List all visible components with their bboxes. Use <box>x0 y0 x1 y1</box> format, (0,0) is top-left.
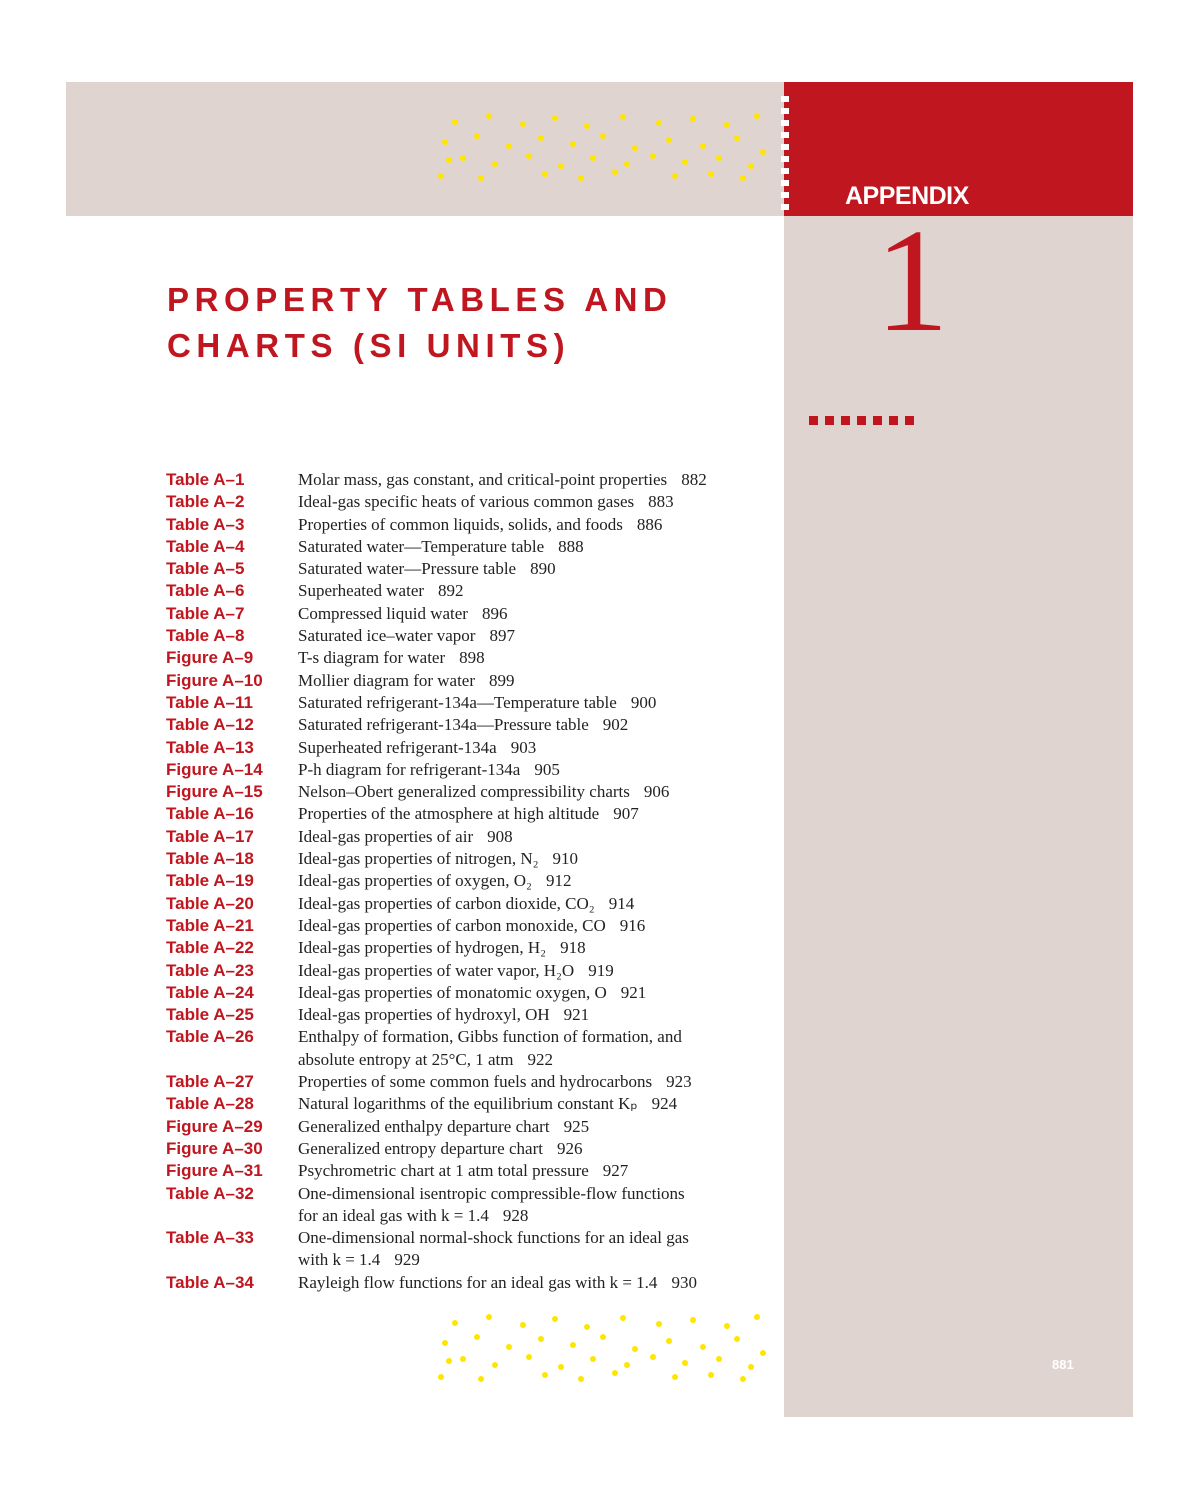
toc-item-page: 919 <box>588 960 614 980</box>
yellow-dot <box>584 123 590 129</box>
yellow-dot <box>506 143 512 149</box>
toc-item-page: 928 <box>502 1205 529 1225</box>
toc-item-description <box>298 1183 776 1228</box>
toc-item-text: Ideal-gas properties of hydroxyl, OH <box>298 1005 550 1025</box>
toc-item-label: Figure A–9 <box>166 648 254 668</box>
toc-item-description <box>298 803 776 825</box>
toc-row <box>166 1004 776 1026</box>
toc-item-text: Saturated refrigerant-134a—Pressure table <box>298 715 589 735</box>
yellow-dot <box>446 157 452 163</box>
toc-row <box>166 803 776 825</box>
toc-item-text: Natural logarithms of the equilibrium constant Kₚ <box>298 1094 638 1114</box>
toc-item-text: Nelson–Obert generalized compressibility charts <box>298 782 630 802</box>
toc-item-page: 905 <box>534 759 560 779</box>
toc-item-text: Mollier diagram for water <box>298 670 476 690</box>
yellow-dot <box>438 173 444 179</box>
yellow-dot <box>700 1344 706 1350</box>
toc-item-description <box>298 692 776 714</box>
toc-item-page: 886 <box>636 514 663 534</box>
toc-item-label: Table A–3 <box>166 514 245 534</box>
yellow-dot <box>570 141 576 147</box>
toc-item-description <box>298 870 776 892</box>
toc-item-text: Properties of the atmosphere at high altitude <box>298 804 600 824</box>
toc-item-label: Table A–26 <box>166 1027 254 1047</box>
toc-item-page: 924 <box>651 1094 678 1114</box>
yellow-dot <box>620 1315 626 1321</box>
toc-item-label: Figure A–15 <box>166 782 263 802</box>
toc-item-page: 910 <box>552 849 579 869</box>
yellow-dot <box>538 135 544 141</box>
yellow-dot <box>442 1340 448 1346</box>
toc-row <box>166 870 776 892</box>
toc-item-description <box>298 1138 776 1160</box>
toc-item-label: Table A–20 <box>166 893 254 913</box>
toc-row <box>166 692 776 714</box>
toc-item-description <box>298 558 776 580</box>
yellow-dot <box>624 161 630 167</box>
toc-row <box>166 848 776 870</box>
toc-item-label: Table A–16 <box>166 804 254 824</box>
toc-item-text: Generalized enthalpy departure chart <box>298 1116 550 1136</box>
toc-item-label: Table A–34 <box>166 1272 254 1292</box>
title-line-1: PROPERTY TABLES AND <box>167 281 673 318</box>
yellow-dot <box>584 1324 590 1330</box>
toc-item-text: Ideal-gas properties of oxygen, O₂ <box>298 871 532 891</box>
toc-row <box>166 625 776 647</box>
toc-item-text: Rayleigh flow functions for an ideal gas with k = 1.4 <box>298 1272 658 1292</box>
toc-item-page: 908 <box>487 826 513 846</box>
toc-item-description <box>298 1071 776 1093</box>
toc-item-label: Table A–5 <box>166 559 245 579</box>
toc-item-label: Figure A–10 <box>166 670 263 690</box>
yellow-dot <box>620 114 626 120</box>
toc-item-text: Ideal-gas properties of hydrogen, H₂ <box>298 938 547 958</box>
yellow-dot <box>542 1372 548 1378</box>
toc-item-description <box>298 514 776 536</box>
toc-item-label: Figure A–31 <box>166 1161 263 1181</box>
toc-item-text: Ideal-gas properties of water vapor, H₂O <box>298 960 575 980</box>
yellow-dot <box>478 1376 484 1382</box>
toc-item-label: Figure A–29 <box>166 1116 263 1136</box>
yellow-dot <box>754 113 760 119</box>
toc-item-label: Table A–12 <box>166 715 254 735</box>
yellow-dot <box>760 149 766 155</box>
yellow-dot <box>740 1376 746 1382</box>
toc-item-page: 926 <box>556 1138 583 1158</box>
yellow-dot <box>438 1374 444 1380</box>
toc-item-label: Table A–33 <box>166 1228 254 1248</box>
dotted-edge-decoration <box>781 96 789 216</box>
toc-row <box>166 1138 776 1160</box>
toc-row <box>166 759 776 781</box>
toc-item-description <box>298 826 776 848</box>
yellow-dot <box>666 137 672 143</box>
toc-item-description <box>298 714 776 736</box>
yellow-dots-decoration-top <box>437 112 767 184</box>
toc-item-label: Table A–7 <box>166 603 245 623</box>
table-of-contents <box>166 469 776 1294</box>
toc-item-label: Table A–23 <box>166 960 254 980</box>
yellow-dot <box>600 1334 606 1340</box>
yellow-dot <box>478 175 484 181</box>
toc-item-label: Figure A–14 <box>166 759 263 779</box>
yellow-dot <box>700 143 706 149</box>
toc-row <box>166 647 776 669</box>
toc-item-page: 930 <box>671 1272 697 1292</box>
toc-item-text: Properties of some common fuels and hydrocarbons <box>298 1072 653 1092</box>
yellow-dot <box>734 1336 740 1342</box>
yellow-dot <box>538 1336 544 1342</box>
toc-item-label: Table A–24 <box>166 982 254 1002</box>
toc-item-page: 900 <box>630 692 657 712</box>
toc-item-description <box>298 580 776 602</box>
toc-item-text: Enthalpy of formation, Gibbs function of formation, and absolute entropy at 25°C, 1 atm <box>298 1027 682 1069</box>
toc-row <box>166 514 776 536</box>
page-title <box>167 277 673 369</box>
toc-row <box>166 1116 776 1138</box>
toc-row <box>166 1183 776 1228</box>
toc-item-label: Figure A–30 <box>166 1138 263 1158</box>
toc-item-page: 923 <box>666 1072 692 1092</box>
yellow-dot <box>716 1356 722 1362</box>
title-line-2: CHARTS (SI UNITS) <box>167 327 571 364</box>
yellow-dot <box>650 153 656 159</box>
toc-item-description <box>298 536 776 558</box>
toc-item-description <box>298 670 776 692</box>
yellow-dot <box>650 1354 656 1360</box>
toc-item-description <box>298 1160 776 1182</box>
toc-row <box>166 781 776 803</box>
yellow-dot <box>552 115 558 121</box>
toc-item-text: Ideal-gas properties of nitrogen, N₂ <box>298 849 539 869</box>
toc-item-label: Table A–11 <box>166 692 253 712</box>
toc-item-text: T-s diagram for water <box>298 648 446 668</box>
yellow-dot <box>570 1342 576 1348</box>
toc-item-description <box>298 625 776 647</box>
yellow-dots-decoration-bottom <box>437 1313 767 1385</box>
toc-item-label: Table A–4 <box>166 536 245 556</box>
toc-row <box>166 893 776 915</box>
toc-item-text: Ideal-gas properties of air <box>298 826 474 846</box>
toc-row <box>166 826 776 848</box>
toc-item-page: 912 <box>545 871 572 891</box>
toc-item-page: 925 <box>563 1116 590 1136</box>
toc-item-page: 883 <box>648 492 674 512</box>
toc-item-description <box>298 759 776 781</box>
yellow-dot <box>542 171 548 177</box>
toc-item-label: Table A–17 <box>166 826 254 846</box>
toc-item-label: Table A–21 <box>166 915 254 935</box>
yellow-dot <box>552 1316 558 1322</box>
toc-item-description <box>298 737 776 759</box>
yellow-dot <box>666 1338 672 1344</box>
toc-item-description <box>298 469 776 491</box>
yellow-dot <box>578 175 584 181</box>
yellow-dot <box>754 1314 760 1320</box>
toc-row <box>166 1227 776 1272</box>
toc-item-page: 892 <box>438 581 464 601</box>
toc-item-text: Saturated refrigerant-134a—Temperature table <box>298 692 617 712</box>
toc-item-page: 890 <box>530 559 556 579</box>
toc-row <box>166 1093 776 1115</box>
yellow-dot <box>590 1356 596 1362</box>
toc-item-page: 897 <box>489 626 515 646</box>
yellow-dot <box>486 1314 492 1320</box>
toc-item-text: Superheated refrigerant-134a <box>298 737 497 757</box>
toc-item-text: One-dimensional normal-shock functions for an ideal gas with k = 1.4 <box>298 1228 689 1270</box>
toc-item-text: Saturated ice–water vapor <box>298 626 476 646</box>
yellow-dot <box>460 1356 466 1362</box>
toc-row <box>166 1071 776 1093</box>
yellow-dot <box>474 133 480 139</box>
toc-row <box>166 1160 776 1182</box>
toc-row <box>166 580 776 602</box>
toc-item-description <box>298 491 776 513</box>
toc-item-text: Ideal-gas properties of carbon monoxide, CO <box>298 915 606 935</box>
toc-row <box>166 469 776 491</box>
toc-item-text: Ideal-gas properties of monatomic oxygen, O <box>298 982 607 1002</box>
yellow-dot <box>492 1362 498 1368</box>
toc-item-text: Ideal-gas properties of carbon dioxide, CO₂ <box>298 893 595 913</box>
yellow-dot <box>578 1376 584 1382</box>
toc-item-page: 888 <box>558 536 584 556</box>
toc-row <box>166 1026 776 1071</box>
yellow-dot <box>690 1317 696 1323</box>
toc-item-text: Saturated water—Pressure table <box>298 559 517 579</box>
yellow-dot <box>760 1350 766 1356</box>
toc-row <box>166 915 776 937</box>
toc-item-text: Psychrometric chart at 1 atm total pressure <box>298 1161 589 1181</box>
yellow-dot <box>452 119 458 125</box>
toc-item-description <box>298 1272 776 1294</box>
toc-item-page: 914 <box>608 893 635 913</box>
toc-item-page: 921 <box>563 1005 590 1025</box>
toc-item-description <box>298 647 776 669</box>
toc-item-description <box>298 937 776 959</box>
toc-item-text: Generalized entropy departure chart <box>298 1138 543 1158</box>
yellow-dot <box>612 1370 618 1376</box>
toc-item-label: Table A–2 <box>166 492 245 512</box>
toc-row <box>166 960 776 982</box>
yellow-dot <box>558 1364 564 1370</box>
yellow-dot <box>520 1322 526 1328</box>
toc-item-description <box>298 848 776 870</box>
toc-row <box>166 982 776 1004</box>
yellow-dot <box>526 1354 532 1360</box>
yellow-dot <box>612 169 618 175</box>
toc-item-label: Table A–13 <box>166 737 254 757</box>
toc-item-label: Table A–1 <box>166 470 245 489</box>
yellow-dot <box>682 1360 688 1366</box>
toc-item-description <box>298 960 776 982</box>
yellow-dot <box>442 139 448 145</box>
yellow-dot <box>748 163 754 169</box>
toc-item-page: 906 <box>643 782 670 802</box>
yellow-dot <box>600 133 606 139</box>
toc-row <box>166 937 776 959</box>
toc-item-label: Table A–32 <box>166 1183 254 1203</box>
toc-item-description <box>298 915 776 937</box>
yellow-dot <box>740 175 746 181</box>
toc-item-text: One-dimensional isentropic compressible-flow functions for an ideal gas with k = 1.4 <box>298 1183 685 1225</box>
toc-item-page: 907 <box>613 804 639 824</box>
toc-item-description <box>298 982 776 1004</box>
yellow-dot <box>452 1320 458 1326</box>
toc-item-label: Table A–19 <box>166 871 254 891</box>
toc-row <box>166 714 776 736</box>
toc-item-page: 898 <box>459 648 485 668</box>
yellow-dot <box>716 155 722 161</box>
toc-item-label: Table A–28 <box>166 1094 254 1114</box>
toc-row <box>166 491 776 513</box>
toc-item-page: 922 <box>527 1049 553 1069</box>
toc-item-description <box>298 1116 776 1138</box>
toc-row <box>166 536 776 558</box>
yellow-dot <box>724 1323 730 1329</box>
yellow-dot <box>690 116 696 122</box>
toc-row <box>166 1272 776 1294</box>
toc-item-label: Table A–6 <box>166 581 245 601</box>
yellow-dot <box>474 1334 480 1340</box>
page-number: 881 <box>1052 1357 1074 1372</box>
toc-item-page: 902 <box>602 715 629 735</box>
toc-item-label: Table A–18 <box>166 849 254 869</box>
yellow-dot <box>724 122 730 128</box>
yellow-dot <box>682 159 688 165</box>
yellow-dot <box>672 173 678 179</box>
yellow-dot <box>520 121 526 127</box>
toc-item-text: Ideal-gas specific heats of various common gases <box>298 492 635 512</box>
toc-item-label: Table A–22 <box>166 938 254 958</box>
yellow-dot <box>672 1374 678 1380</box>
yellow-dot <box>708 1372 714 1378</box>
toc-item-text: P-h diagram for refrigerant-134a <box>298 759 521 779</box>
toc-item-description <box>298 1026 776 1071</box>
toc-item-page: 927 <box>602 1161 629 1181</box>
yellow-dot <box>590 155 596 161</box>
toc-item-description <box>298 1227 776 1272</box>
toc-row <box>166 603 776 625</box>
yellow-dot <box>656 1321 662 1327</box>
toc-item-page: 916 <box>619 915 646 935</box>
toc-item-description <box>298 781 776 803</box>
toc-row <box>166 558 776 580</box>
toc-item-text: Properties of common liquids, solids, and foods <box>298 514 623 534</box>
toc-item-page: 882 <box>681 470 707 489</box>
yellow-dot <box>446 1358 452 1364</box>
yellow-dot <box>486 113 492 119</box>
yellow-dot <box>632 145 638 151</box>
toc-item-text: Compressed liquid water <box>298 603 468 623</box>
yellow-dot <box>460 155 466 161</box>
yellow-dot <box>506 1344 512 1350</box>
toc-item-text: Saturated water—Temperature table <box>298 536 545 556</box>
toc-item-description <box>298 893 776 915</box>
toc-item-page: 918 <box>560 938 586 958</box>
toc-item-page: 903 <box>510 737 537 757</box>
yellow-dot <box>734 135 740 141</box>
yellow-dot <box>708 171 714 177</box>
appendix-label: APPENDIX <box>845 182 969 210</box>
yellow-dot <box>748 1364 754 1370</box>
yellow-dot <box>656 120 662 126</box>
toc-row <box>166 737 776 759</box>
toc-item-label: Table A–25 <box>166 1005 254 1025</box>
side-panel <box>784 82 1133 1417</box>
toc-item-page: 921 <box>620 982 647 1002</box>
toc-item-description <box>298 603 776 625</box>
yellow-dot <box>624 1362 630 1368</box>
toc-item-text: Superheated water <box>298 581 425 601</box>
toc-item-page: 899 <box>489 670 515 690</box>
yellow-dot <box>492 161 498 167</box>
toc-item-page: 896 <box>481 603 508 623</box>
toc-item-label: Table A–27 <box>166 1072 254 1092</box>
toc-item-description <box>298 1004 776 1026</box>
toc-item-label: Table A–8 <box>166 626 245 646</box>
appendix-number: 1 <box>875 199 949 363</box>
yellow-dot <box>526 153 532 159</box>
yellow-dot <box>558 163 564 169</box>
toc-item-description <box>298 1093 776 1115</box>
toc-item-text: Molar mass, gas constant, and critical-point properties <box>298 470 668 489</box>
toc-row <box>166 670 776 692</box>
toc-item-page: 929 <box>394 1250 420 1270</box>
yellow-dot <box>632 1346 638 1352</box>
red-dash-decoration <box>809 416 921 425</box>
